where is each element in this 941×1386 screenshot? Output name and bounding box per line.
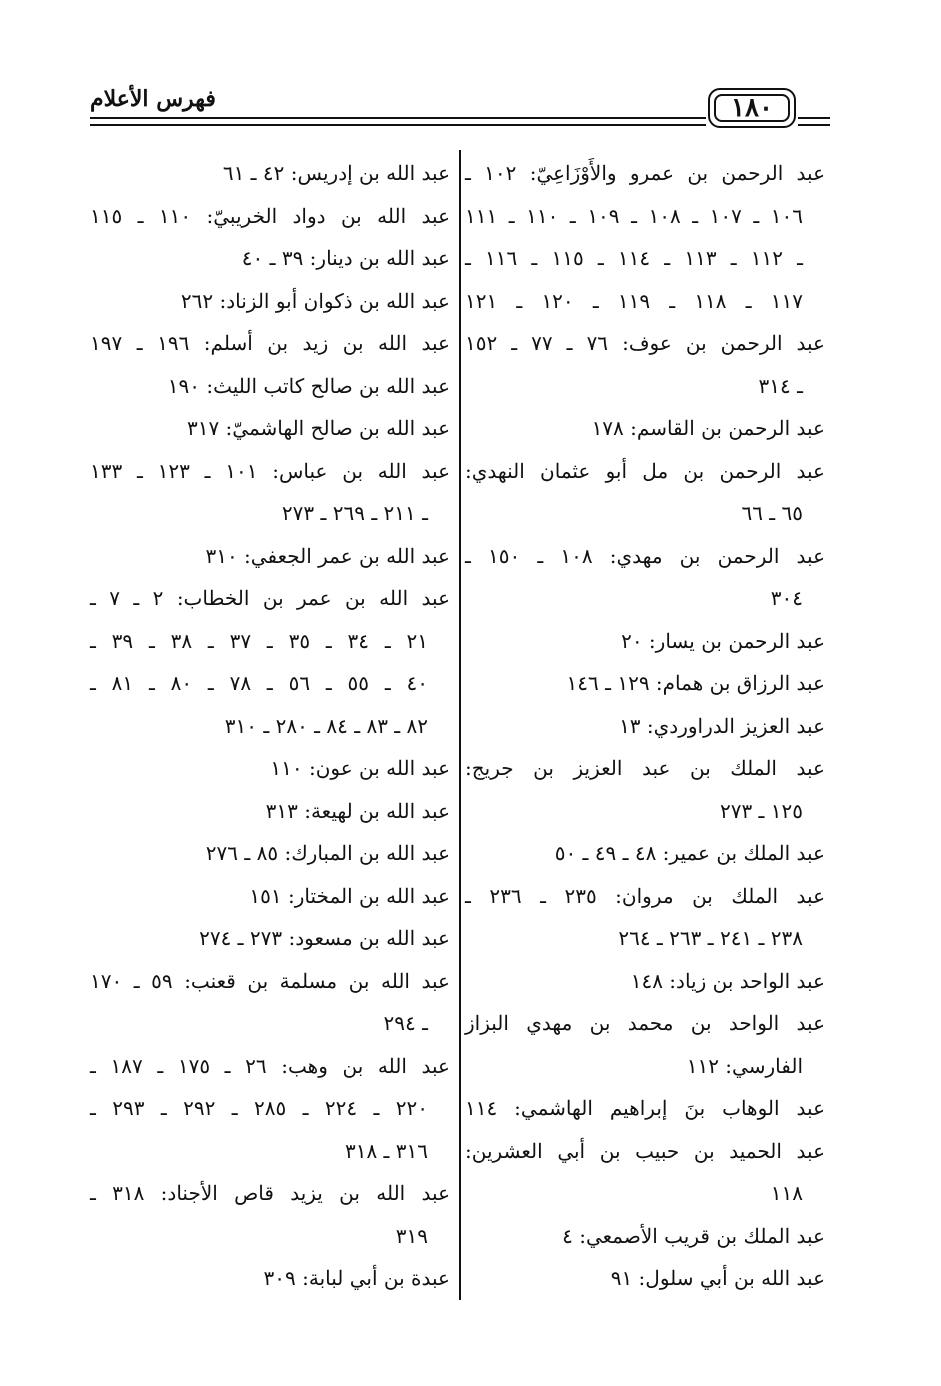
index-entry-line: ـ ١١٢ ـ ١١٣ ـ ١١٤ ـ ١١٥ ـ ١١٦ ـ [465,246,804,270]
index-entry-line: ـ ٢١١ ـ ٢٦٩ ـ ٢٧٣ [281,501,428,525]
index-entry-line: عبد الله بن مسعود: ٢٧٣ ـ ٢٧٤ [199,926,450,950]
header-rule-top-right [798,117,830,119]
index-entry-line: ٢١ ـ ٣٤ ـ ٣٥ ـ ٣٧ ـ ٣٨ ـ ٣٩ ـ [90,628,428,653]
index-entry-line: ١١٨ [770,1181,803,1205]
index-entry-line: عبد الرحمن بن مل أبو عثمان النهدي: [465,458,825,483]
index-entry-line: عبد الله بن عمر الجعفي: ٣١٠ [205,543,450,568]
index-entry-line: عبد الله بن أبي سلول: ٩١ [610,1266,825,1290]
header-rule-bottom-right [798,124,830,126]
index-entry-line: عبد الحميد بن حبيب بن أبي العشرين: [465,1138,825,1163]
index-entry-line: عبد الواحد بن زياد: ١٤٨ [630,968,825,993]
index-entry-line: عبد الرزاق بن همام: ١٢٩ ـ ١٤٦ [566,671,825,695]
index-entry-line: عبد الله بن إدريس: ٤٢ ـ ٦١ [222,161,450,185]
index-entry-line: عبد الله بن دينار: ٣٩ ـ ٤٠ [241,246,450,270]
index-entry-line: ٢٢٠ ـ ٢٢٤ ـ ٢٨٥ ـ ٢٩٢ ـ ٢٩٣ ـ [90,1096,428,1120]
index-entry-line: عبد الرحمن بن يسار: ٢٠ [621,628,825,653]
index-entry-line: عبد الله بن عباس: ١٠١ ـ ١٢٣ ـ ١٣٣ [90,458,450,483]
page-number-frame [708,88,796,128]
index-entry-line: عبد الله بن ذكوان أبو الزناد: ٢٦٢ [180,288,450,313]
index-entry-line: عبد الوهاب بنَ إبراهيم الهاشمي: ١١٤ [465,1096,825,1120]
header-rule-top-left [90,117,706,119]
index-entry-line: ٢٣٨ ـ ٢٤١ ـ ٢٦٣ ـ ٢٦٤ [618,926,803,950]
index-entry-line: عبد الله بن وهب: ٢٦ ـ ١٧٥ ـ ١٨٧ ـ [90,1053,450,1078]
index-entry-line: عبدة بن أبي لبابة: ٣٠٩ [263,1266,450,1290]
index-entry-line: عبد الرحمن بن مهدي: ١٠٨ ـ ١٥٠ ـ [465,543,826,568]
index-column-left [90,152,450,1300]
page-number: ١٨٠ [714,94,790,122]
index-column-right [465,152,825,1300]
index-entry-line: عبد الواحد بن محمد بن مهدي البزاز [465,1011,825,1035]
index-entry-line: ١١٧ ـ ١١٨ ـ ١١٩ ـ ١٢٠ ـ ١٢١ [465,288,803,313]
index-entry-line: عبد الله بن عمر بن الخطاب: ٢ ـ ٧ ـ [90,586,450,610]
index-entry-line: عبد الله بن دواد الخريبيّ: ١١٠ ـ ١١٥ [90,203,450,228]
index-entry-line: ـ ٣١٤ [758,373,803,398]
index-entry-line: ٨٢ ـ ٨٣ ـ ٨٤ ـ ٢٨٠ ـ ٣١٠ [224,713,428,738]
index-entry-line: عبد الله بن المختار: ١٥١ [249,883,450,908]
index-entry-line: ١٢٥ ـ ٢٧٣ [719,798,803,823]
index-entry-line: ٦٥ ـ ٦٦ [741,501,803,525]
index-entry-line: عبد الله بن يزيد قاص الأجناد: ٣١٨ ـ [90,1181,450,1205]
index-entry-line: عبد الله بن لهيعة: ٣١٣ [265,798,450,823]
index-entry-line: عبد الله بن مسلمة بن قعنب: ٥٩ ـ ١٧٠ [90,968,450,993]
index-entry-line: عبد الملك بن مروان: ٢٣٥ ـ ٢٣٦ ـ [465,883,826,908]
index-entry-line: الفارسي: ١١٢ [686,1053,803,1078]
index-entry-line: ـ ٢٩٤ [383,1011,428,1035]
index-entry-line: عبد الملك بن عبد العزيز بن جريج: [465,756,825,780]
column-divider [459,150,461,1300]
index-entry-line: عبد الملك بن قريب الأصمعي: ٤ [562,1223,825,1248]
index-entry-line: عبد الله بن المبارك: ٨٥ ـ ٢٧٦ [205,841,450,865]
index-entry-line: ٣١٩ [395,1223,428,1248]
index-entry-line: ٣٠٤ [770,586,803,610]
index-entry-line: ٣١٦ ـ ٣١٨ [344,1138,428,1163]
index-entry-line: عبد الملك بن عمير: ٤٨ ـ ٤٩ ـ ٥٠ [554,841,825,865]
index-entry-line: عبد الرحمن بن عمرو والأَوْزَاعِيّ: ١٠٢ ـ [465,161,826,185]
index-entry-line: عبد الله بن صالح الهاشميّ: ٣١٧ [186,416,450,440]
running-title: فهرس الأعلام [90,86,216,112]
index-entry-line: عبد العزيز الدراوردي: ١٣ [619,713,825,738]
index-entry-line: عبد الرحمن بن القاسم: ١٧٨ [591,416,825,440]
index-entry-line: عبد الله بن صالح كاتب الليث: ١٩٠ [167,373,450,398]
index-entry-line: عبد الرحمن بن عوف: ٧٦ ـ ٧٧ ـ ١٥٢ [465,331,825,355]
index-entry-line: ١٠٦ ـ ١٠٧ ـ ١٠٨ ـ ١٠٩ ـ ١١٠ ـ ١١١ [465,203,804,228]
index-entry-line: عبد الله بن عون: ١١٠ [270,756,450,780]
index-entry-line: عبد الله بن زيد بن أسلم: ١٩٦ ـ ١٩٧ [90,331,450,355]
header-rule-bottom-left [90,124,706,126]
index-entry-line: ٤٠ ـ ٥٥ ـ ٥٦ ـ ٧٨ ـ ٨٠ ـ ٨١ ـ [90,671,428,695]
